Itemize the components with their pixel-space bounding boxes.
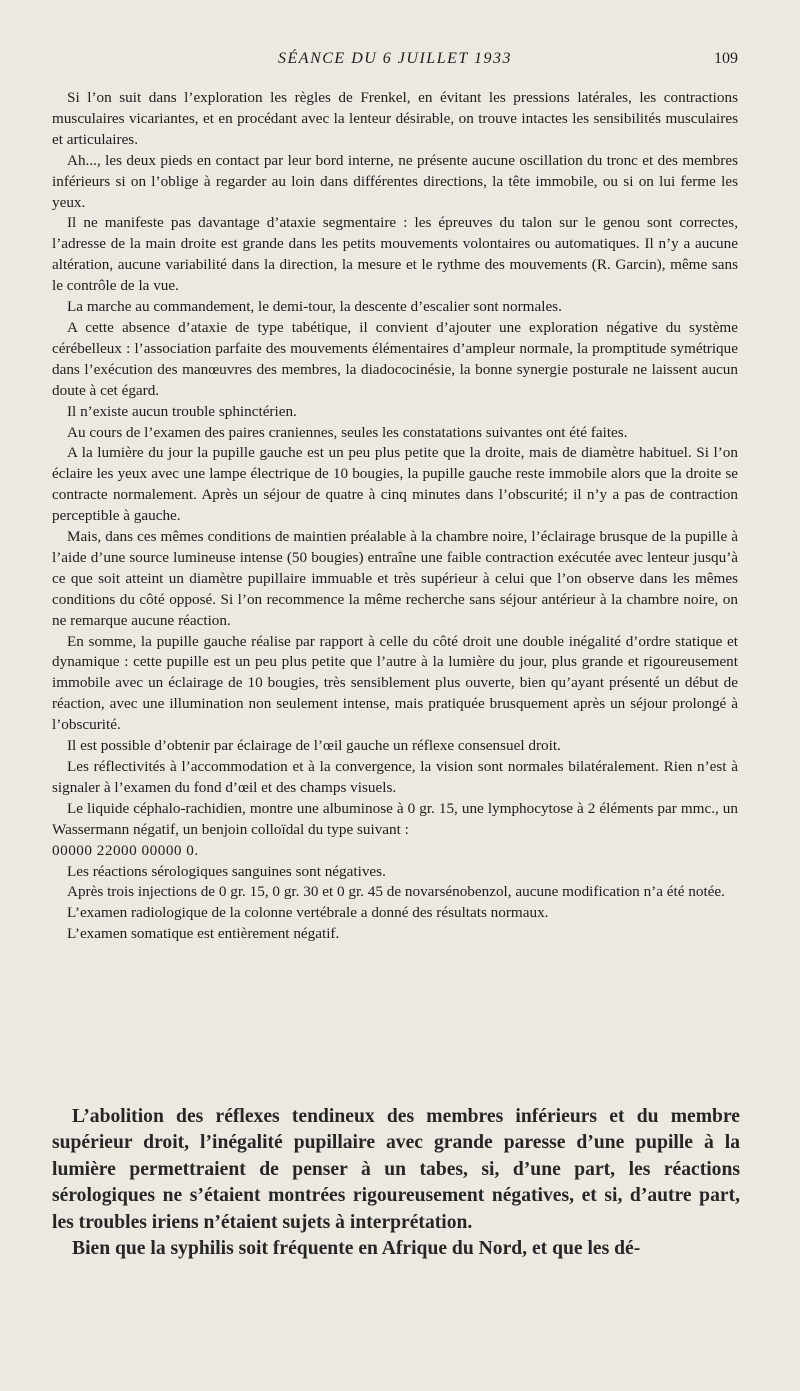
paragraph-pupille-lumiere: A la lumière du jour la pupille gauche est un peu plus petite que la droite, mais de diamètre habituel. Si l’on éclaire les yeux avec une lampe électrique de 10 bougies, la pupille gauche reste immobile alors que la droite se contracte normalement. Après un séjour de quatre à cinq minutes dans l’obscurité; il n’y a pas de contraction perceptible à gauche. [52, 444, 738, 525]
paragraph-consensuel: Il est possible d’obtenir par éclairage de l’œil gauche un réflexe consensuel droit. [67, 737, 561, 755]
paragraph-marche: La marche au commandement, le demi-tour, la descente d’escalier sont normales. [67, 298, 562, 316]
paragraph-somatique: L’examen somatique est entièrement négatif. [67, 925, 340, 943]
paragraph-cerebelleux: A cette absence d’ataxie de type tabétique, il convient d’ajouter une exploration négative du système cérébelleux : l’association parfaite des mouvements élémentaires d’ampleur normale, la promptitude symétrique dans l’exécution des manœuvres des membres, la diadococinésie, la bonne synergie posturale ne laissent aucun doute à cet égard. [52, 318, 738, 399]
paragraph-radiologie: L’examen radiologique de la colonne vertébrale a donné des résultats normaux. [67, 904, 549, 922]
paragraph-injections: Après trois injections de 0 gr. 15, 0 gr. 30 et 0 gr. 45 de novarsénobenzol, aucune modification n’a été notée. [67, 883, 725, 901]
paragraph-syphilis-afrique: Bien que la syphilis soit fréquente en Afrique du Nord, et que les dé- [72, 1238, 641, 1260]
paragraph-liquide-cephalo-rachidien: Le liquide céphalo-rachidien, montre une albuminose à 0 gr. 15, une lymphocytose à 2 éléments par mmc., un Wassermann négatif, un benjoin colloïdal du type suivant : [52, 799, 738, 838]
paragraph-chambre-noire: Mais, dans ces mêmes conditions de maintien préalable à la chambre noire, l’éclairage brusque de la pupille à l’aide d’une source lumineuse intense (50 bougies) entraîne une faible contraction exécutée avec lenteur jusqu’à ce que soit atteint un diamètre pupillaire immuable et très supérieur à celui que l’on observe dans les mêmes conditions du côté opposé. Si l’on recommence la même recherche sans séjour antérieur à la chambre noire, on ne remarque aucune réaction. [52, 528, 738, 629]
paragraph-serologie: Les réactions sérologiques sanguines sont négatives. [67, 862, 386, 880]
paragraph-paires-craniennes: Au cours de l’examen des paires craniennes, seules les constatations suivantes ont été faites. [67, 423, 628, 441]
paragraph-abolition-reflexes: L’abolition des réflexes tendineux des membres inférieurs et du membre supérieur droit, l’inégalité pupillaire avec grande paresse d’une pupille à la lumière permettraient de penser à un tabes, si, d’une part, les réactions sérologiques ne s’étaient montrées rigoureusement négatives, et si, d’autre part, les troubles iriens n’étaient sujets à interprétation. [52, 1106, 740, 1233]
page-number: 109 [714, 50, 738, 67]
paragraph-accommodation: Les réflectivités à l’accommodation et à la convergence, la vision sont normales bilatéralement. Rien n’est à signaler à l’examen du fond d’œil et des champs visuels. [52, 758, 738, 796]
paragraph-ataxie-segmentaire: Il ne manifeste pas davantage d’ataxie segmentaire : les épreuves du talon sur le genou sont correctes, l’adresse de la main droite est grande dans les petits mouvements volontaires ou automatiques. Il n’y a aucune altération, aucune variabilité dans la direction, la mesure et le rythme des mouvements (R. Garcin), même sans le contrôle de la vue. [52, 214, 738, 295]
running-header [52, 50, 738, 74]
case-report-text [52, 88, 738, 945]
benjoin-colloidal-formula: 00000 22000 00000 0. [52, 841, 199, 859]
discussion-text [52, 1104, 740, 1262]
paragraph-frenkel: Si l’on suit dans l’exploration les règles de Frenkel, en évitant les pressions latérales, les contractions musculaires vicariantes, et en procédant avec la lenteur désirable, on trouve intactes les sensibilités musculaires et articulaires. [52, 89, 738, 148]
paragraph-en-somme: En somme, la pupille gauche réalise par rapport à celle du côté droit une double inégalité d’ordre statique et dynamique : cette pupille est un peu plus petite que l’autre à la lumière du jour, plus grande et rigoureusement immobile avec un éclairage de 10 bougies, très sensiblement plus ouverte, bien qu’ayant présenté un début de réaction, avec une illumination non seulement intense, mais pratiquée brusquement après un séjour prolongé à l’obscurité. [52, 632, 738, 734]
paragraph-romberg: Ah..., les deux pieds en contact par leur bord interne, ne présente aucune oscillation du tronc et des membres inférieurs si on l’oblige à regarder au loin dans différentes directions, la tête immobile, ou si on lui ferme les yeux. [52, 151, 738, 211]
header-title: SÉANCE DU 6 JUILLET 1933 [278, 50, 512, 67]
paragraph-sphincterien: Il n’existe aucun trouble sphinctérien. [67, 402, 297, 420]
